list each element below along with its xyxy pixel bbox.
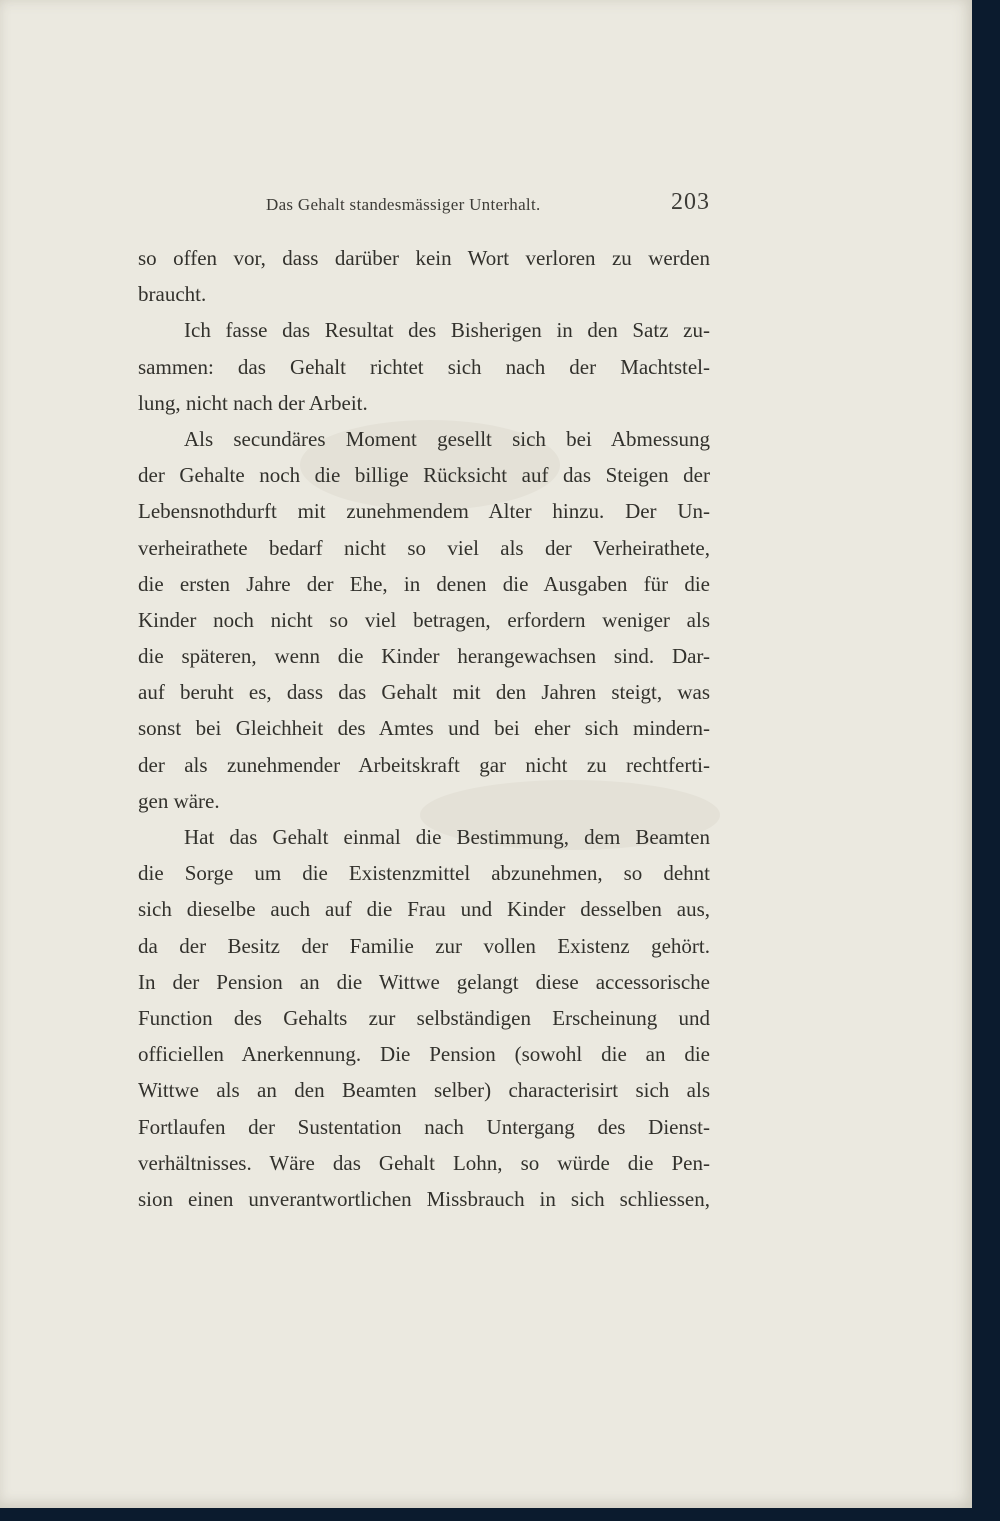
text-line: die Sorge um die Existenzmittel abzunehmen, so dehnt [138,861,710,886]
text-line: sion einen unverantwortlichen Missbrauch in sich schliessen, [138,1186,710,1211]
text-line: Wittwe als an den Beamten selber) characterisirt sich als [138,1078,710,1103]
text-line: verheirathete bedarf nicht so viel als der Verheirathete, [138,535,710,560]
text-line: der als zunehmender Arbeitskraft gar nicht zu rechtferti- [138,752,710,777]
text-line: sich dieselbe auch auf die Frau und Kinder desselben aus, [138,897,710,922]
text-line: gen wäre. [138,788,220,813]
text-line: so offen vor, dass darüber kein Wort verloren zu werden [138,246,710,270]
scan-background-edge [0,1508,1000,1521]
running-head: Das Gehalt standesmässiger Unterhalt. [266,195,541,214]
text-line: Fortlaufen der Sustentation nach Untergang des Dienst- [138,1114,710,1139]
text-line: Kinder noch nicht so viel betragen, erfordern weniger als [138,607,710,632]
text-line: braucht. [138,282,207,307]
text-line: In der Pension an die Wittwe gelangt diese accessorische [138,969,710,994]
text-line: da der Besitz der Familie zur vollen Existenz gehört. [138,933,710,958]
text-line: die späteren, wenn die Kinder herangewachsen sind. Dar- [138,644,710,669]
text-line: Function des Gehalts zur selbständigen Erscheinung und [138,1005,710,1030]
text-line: Ich fasse das Resultat des Bisherigen in den Satz zu- [184,318,710,343]
text-line: sonst bei Gleichheit des Amtes und bei eher sich mindern- [138,716,710,741]
text-line: der Gehalte noch die billige Rücksicht auf das Steigen der [138,463,710,488]
text-line: officiellen Anerkennung. Die Pension (sowohl die an die [138,1042,710,1067]
text-line: lung, nicht nach der Arbeit. [138,390,368,415]
scan-background-edge [972,0,1000,1521]
text-line: die ersten Jahre der Ehe, in denen die Ausgaben für die [138,571,710,596]
page-number: 203 [671,189,710,215]
text-line: auf beruht es, dass das Gehalt mit den Jahren steigt, was [138,680,710,705]
text-line: Als secundäres Moment gesellt sich bei Abmessung [184,426,710,451]
text-line: sammen: das Gehalt richtet sich nach der Machtstel- [138,354,710,379]
body-text [138,240,710,1217]
page-header [138,189,710,223]
text-line: verhältnisses. Wäre das Gehalt Lohn, so würde die Pen- [138,1150,710,1175]
text-line: Hat das Gehalt einmal die Bestimmung, dem Beamten [184,825,710,849]
text-line: Lebensnothdurft mit zunehmendem Alter hinzu. Der Un- [138,499,710,524]
